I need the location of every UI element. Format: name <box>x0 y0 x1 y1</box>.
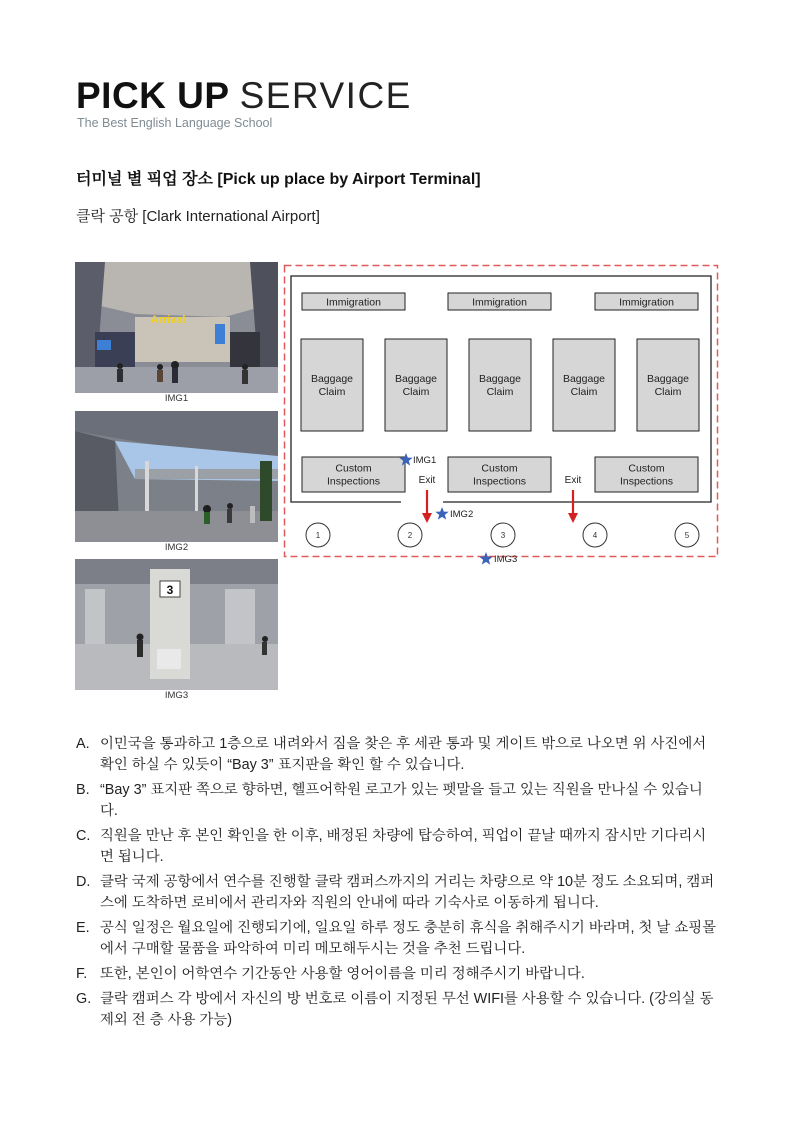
bay-5 <box>675 523 699 547</box>
star-icon <box>479 552 492 565</box>
immigration-desk-1 <box>302 293 405 310</box>
claim-label: Claim <box>402 386 430 398</box>
instruction-letter: B. <box>76 782 90 798</box>
airport-name: 클락 공항 [Clark International Airport] <box>76 208 320 225</box>
baggage-claim-2 <box>385 339 447 431</box>
instruction-letter: C. <box>76 828 91 844</box>
photo-caption-img2: IMG2 <box>164 542 189 553</box>
claim-label: Claim <box>570 386 598 398</box>
bay-4 <box>583 523 607 547</box>
custom-inspection-2 <box>448 457 551 492</box>
photo-caption-img3: IMG3 <box>164 690 189 701</box>
instruction-item <box>76 826 720 868</box>
instruction-text: 공식 일정은 월요일에 진행되기에, 일요일 하루 정도 충분히 휴식을 취해주시기 바라며, 첫 날 쇼핑몰에서 구매할 물품을 파악하여 미리 메모해두시는 것을 추천 드립니다. <box>100 920 717 957</box>
baggage-claim-1 <box>301 339 363 431</box>
claim-label: Claim <box>318 386 346 398</box>
baggage-label: Baggage <box>394 373 438 385</box>
marker-label: IMG1 <box>413 455 437 466</box>
claim-label: Claim <box>654 386 682 398</box>
instruction-item <box>76 780 720 822</box>
bay-sign: 3 <box>166 583 174 597</box>
photo-img3 <box>75 559 278 690</box>
photo-img2 <box>75 411 278 542</box>
marker-label: IMG3 <box>494 554 518 565</box>
instruction-item <box>76 918 720 960</box>
photo-img1 <box>75 262 278 393</box>
inspections-label: Inspections <box>326 475 381 488</box>
instruction-letter: E. <box>76 920 90 936</box>
bay-number: 2 <box>407 531 413 540</box>
custom-inspection-1 <box>302 457 405 492</box>
baggage-label: Baggage <box>478 373 522 385</box>
instruction-text: 클락 국제 공항에서 연수를 진행할 클락 캠퍼스까지의 거리는 차량으로 약 10분 정도 소요되며, 캠퍼스에 도착하면 로비에서 관리자와 직원의 안내에 따라 기숙사로 이동하게 됩니다. <box>100 874 715 911</box>
instruction-text: 또한, 본인이 어학연수 기간동안 사용할 영어이름을 미리 정해주시기 바랍니다. <box>100 966 585 982</box>
custom-label: Custom <box>335 462 372 475</box>
exit-label-2: Exit <box>564 475 582 486</box>
baggage-label: Baggage <box>562 373 606 385</box>
instruction-item <box>76 989 720 1031</box>
instruction-letter: G. <box>76 991 92 1007</box>
immigration-label: Immigration <box>472 296 527 309</box>
instruction-letter: D. <box>76 874 91 890</box>
photo-caption-img1: IMG1 <box>164 393 189 404</box>
inspections-label: Inspections <box>619 475 674 488</box>
immigration-label: Immigration <box>619 296 674 309</box>
bay-number: 3 <box>500 531 506 540</box>
custom-inspection-3 <box>595 457 698 492</box>
baggage-claim-5 <box>637 339 699 431</box>
page-subtitle: The Best English Language School <box>77 116 273 130</box>
instruction-text: 직원을 만난 후 본인 확인을 한 이후, 배정된 차량에 탑승하여, 픽업이 끝날 때까지 잠시만 기다리시면 됩니다. <box>100 828 707 865</box>
instruction-letter: A. <box>76 736 90 752</box>
marker-label: IMG2 <box>450 509 474 520</box>
bay-3 <box>491 523 515 547</box>
marker-img3 <box>479 552 517 565</box>
instruction-item <box>76 964 720 985</box>
baggage-label: Baggage <box>310 373 354 385</box>
custom-label: Custom <box>628 462 665 475</box>
claim-label: Claim <box>486 386 514 398</box>
exit-arrow-2 <box>568 490 578 523</box>
instruction-text: 클락 캠퍼스 각 방에서 자신의 방 번호로 이름이 지정된 무선 WIFI를 사용할 수 있습니다. (강의실 동 제외 전 층 사용 가능) <box>100 991 714 1028</box>
terminal-map <box>283 264 721 575</box>
title-bold: PICK UP <box>76 75 230 116</box>
bay-number: 1 <box>315 531 321 540</box>
baggage-label: Baggage <box>646 373 690 385</box>
bay-1 <box>306 523 330 547</box>
bay-2 <box>398 523 422 547</box>
custom-label: Custom <box>481 462 518 475</box>
immigration-label: Immigration <box>326 296 381 309</box>
immigration-desk-3 <box>595 293 698 310</box>
instruction-letter: F. <box>76 966 88 982</box>
inspections-label: Inspections <box>472 475 527 488</box>
bay-number: 4 <box>592 531 598 540</box>
instruction-text: “Bay 3” 표지판 쪽으로 향하면, 헬프어학원 로고가 있는 펫말을 들고 있는 직원을 만나실 수 있습니다. <box>100 782 703 819</box>
instruction-text: 이민국을 통과하고 1층으로 내려와서 짐을 찾은 후 세관 통과 및 게이트 밖으로 나오면 위 사진에서 확인 하실 수 있듯이 “Bay 3” 표지판을 확인 할 수 있습니다. <box>100 736 707 773</box>
immigration-desk-2 <box>448 293 551 310</box>
instruction-item <box>76 872 720 914</box>
exit-arrow-1 <box>422 490 432 523</box>
instruction-item <box>76 734 720 776</box>
instruction-list <box>76 734 720 1035</box>
page-title <box>76 74 412 118</box>
bay-number: 5 <box>684 531 690 540</box>
marker-img2 <box>435 507 473 520</box>
exit-label-1: Exit <box>418 475 436 486</box>
star-icon <box>435 507 448 520</box>
baggage-claim-4 <box>553 339 615 431</box>
section-heading: 터미널 별 픽업 장소 [Pick up place by Airport Terminal] <box>76 171 481 188</box>
arrival-sign: Arrival <box>150 314 186 326</box>
baggage-claim-3 <box>469 339 531 431</box>
title-light: SERVICE <box>239 75 412 116</box>
